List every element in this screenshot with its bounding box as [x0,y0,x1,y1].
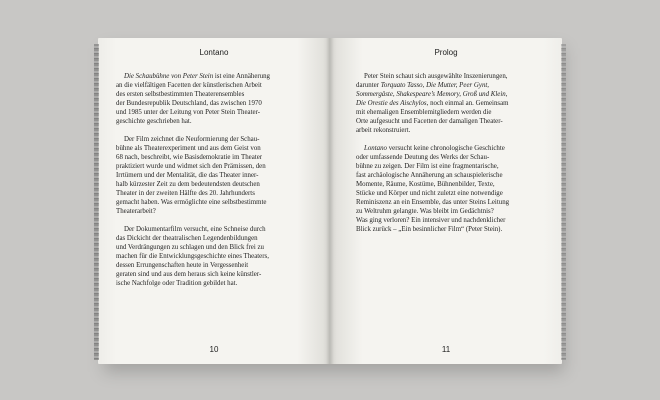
text-run: halb kürzester Zeit zu dem bedeutendsten deutschen [116,181,260,188]
text-line [356,171,544,180]
italic-title: Die Orestie des Aischylos [356,100,427,107]
text-run: geraten sind und aus dem heraus sich keine künstler- [116,271,262,278]
text-line [356,117,544,126]
text-line [356,216,544,225]
text-run: Theaterarbeit? [116,208,156,215]
text-run: Reminiszenz an ein Ensemble, das unter Steins Leitung [356,199,510,206]
text-run: , noch einmal an. Gemeinsam [426,100,509,107]
text-line [116,189,304,198]
italic-title: Die Schaubühne von Peter Stein [124,73,214,80]
text-line [116,162,304,171]
book-spine [326,38,334,364]
text-line [356,180,544,189]
text-line [356,198,544,207]
text-run: Stücke und Körper und nicht zuletzt eine notwendige [356,190,503,197]
text-line [356,108,544,117]
text-run: dessen Errungenschaften heute in Vergessenheit [116,262,249,269]
paragraph [116,72,304,126]
text-run: der Bundesrepublik Deutschland, das zwischen 1970 [116,100,262,107]
open-book [98,38,562,364]
left-page [98,38,330,364]
text-line [116,81,304,90]
text-run: Momente, Räume, Kostüme, Bühnenbilder, Texte, [356,181,495,188]
text-run: und Verdrängungen zu schlagen und den Blick frei zu [116,244,264,251]
text-run: gemacht haben. Was ermöglichte eine selbstbestimmte [116,199,267,206]
italic-title: Sommergäste, Shakespeare’s Memory, Groß und Klein, [356,91,508,98]
text-run: Der Dokumentarfilm versucht, eine Schneise durch [124,226,266,233]
text-line [116,198,304,207]
text-line [116,261,304,270]
text-line [116,135,304,144]
text-line [356,126,544,135]
text-line [356,162,544,171]
text-run: des ersten selbstbestimmten Theaterensembles [116,91,245,98]
text-run: bühne als Theaterexperiment und aus dem Geist von [116,145,261,152]
right-running-head: Prolog [434,48,458,57]
text-run: das Dickicht der theatralischen Legendenbildungen [116,235,258,242]
text-line [116,144,304,153]
text-run: arbeit rekonstruiert. [356,127,411,134]
right-page-edge [561,44,566,360]
text-run: oder umfassende Deutung des Werks der Schau- [356,154,490,161]
text-line [356,189,544,198]
left-page-text [116,72,304,297]
text-run: versucht keine chronologische Geschichte [386,145,505,152]
text-run: an die vielfältigen Facetten der künstlerischen Arbeit [116,82,262,89]
text-line [116,99,304,108]
text-line [356,153,544,162]
right-page-text [356,72,544,243]
text-line [116,72,304,81]
text-line [116,234,304,243]
text-run: 68 nach, beschreibt, wie Basisdemokratie im Theater [116,154,263,161]
paragraph [356,72,544,135]
text-run: und 1985 unter der Leitung von Peter Stein Theater- [116,109,261,116]
text-line [116,279,304,288]
text-line [116,108,304,117]
text-run: mit ehemaligen Ensemblemitgliedern werden die [356,109,492,116]
text-run: Orte aufgesucht und Facetten der damaligen Theater- [356,118,503,125]
left-page-edge [94,44,99,360]
text-line [116,171,304,180]
text-run: Peter Stein schaut sich ausgewählte Inszenierungen, [364,73,508,80]
text-run: Irrtümern und der Mentalität, die das Theater inner- [116,172,259,179]
text-line [116,117,304,126]
text-line [116,180,304,189]
text-run: zu Weltruhm gelangte. Was bleibt im Gedächtnis? [356,208,494,215]
paragraph [116,135,304,216]
italic-title: Lontano [364,145,387,152]
text-run: bühne zu zeigen. Der Film ist eine fragmentarische, [356,163,499,170]
text-line [116,252,304,261]
left-running-head: Lontano [199,48,229,57]
text-line [116,153,304,162]
text-run: machen für die Entwicklungsgeschichte eines Theaters, [116,253,269,260]
text-run: ische Nachfolge oder Tradition gebildet hat. [116,280,238,287]
text-line [116,225,304,234]
text-line [356,99,544,108]
italic-title: Torquato Tasso, Die Mutter, Peer Gynt, [380,82,490,89]
text-run: Was ging verloren? Ein intensiver und nachdenklicher [356,217,506,224]
paragraph [356,144,544,234]
text-run: Der Film zeichnet die Neuformierung der Schau- [124,136,260,143]
text-line [356,207,544,216]
text-line [356,90,544,99]
right-page [330,38,562,364]
paragraph [116,225,304,288]
text-run: Blick zurück – „Ein besinnlicher Film“ (Peter Stein). [356,226,503,233]
text-run: darunter [356,82,381,89]
left-page-number: 10 [209,345,219,354]
text-line [116,90,304,99]
text-run: Theater in der zweiten Hälfte des 20. Jahrhunderts [116,190,255,197]
text-line [356,72,544,81]
text-line [116,207,304,216]
text-run: ist eine Annäherung [213,73,271,80]
text-line [356,144,544,153]
text-run: praktiziert wurde und widmet sich den Prämissen, den [116,163,266,170]
right-page-number: 11 [441,345,451,354]
text-line [356,225,544,234]
text-line [356,81,544,90]
text-line [116,270,304,279]
text-run: fast archäologische Annäherung an schauspielerische [356,172,503,179]
text-run: geschichte geschrieben hat. [116,118,192,125]
text-line [116,243,304,252]
